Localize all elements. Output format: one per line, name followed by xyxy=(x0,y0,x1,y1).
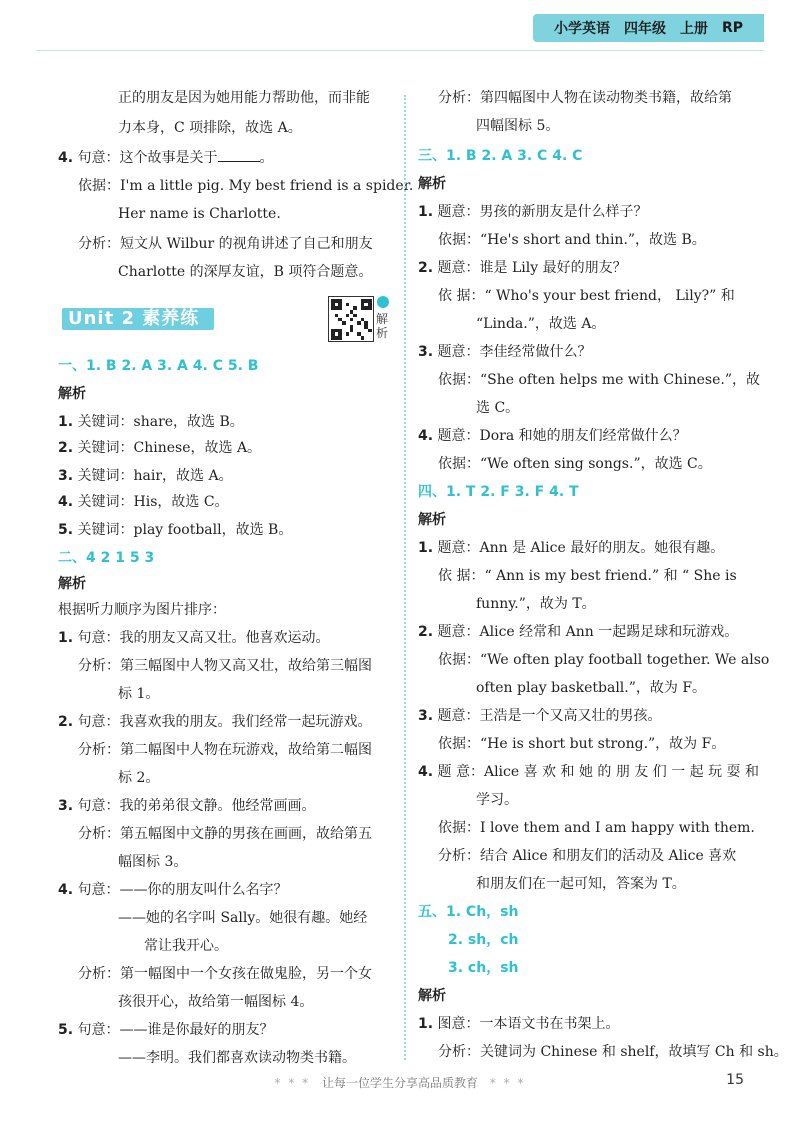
line-text: funny.”，故为 T。 xyxy=(476,596,596,612)
line-text: 依据：“She often helps me with Chinese.”，故 xyxy=(438,372,761,388)
line-text: 标 1。 xyxy=(118,686,160,702)
header-edition: RP xyxy=(721,20,743,36)
line-text: 句意：我的朋友又高又壮。他喜欢运动。 xyxy=(77,630,330,646)
item-number: 1. xyxy=(58,630,74,646)
text-line xyxy=(58,880,288,900)
item-number: 4. xyxy=(58,882,74,898)
text-line xyxy=(418,762,759,782)
text-line xyxy=(418,706,662,726)
text-line xyxy=(418,510,446,530)
section-heading: 解析 xyxy=(418,512,446,528)
text-line xyxy=(448,958,519,978)
line-text: 分析：结合 Alice 和朋友们的活动及 Alice 喜欢 xyxy=(438,848,737,864)
text-line xyxy=(78,656,372,676)
header xyxy=(533,14,764,42)
text-line xyxy=(448,930,519,950)
header-rule xyxy=(36,50,764,51)
answer-key: 3. ch，sh xyxy=(448,960,519,976)
line-text: 题意：男孩的新朋友是什么样子？ xyxy=(437,204,648,220)
line-text: 依据：“He is short but strong.”，故为 F。 xyxy=(438,736,726,752)
line-text: 题意：Dora 和她的朋友们经常做什么？ xyxy=(437,428,687,444)
line-text: 依据：“We often play football together. We also xyxy=(438,652,770,668)
text-line xyxy=(118,118,302,138)
item-number: 3. xyxy=(418,708,434,724)
text-line xyxy=(418,174,446,194)
line-text: 题意：Ann 是 Alice 最好的朋友。她很有趣。 xyxy=(437,540,725,556)
line-text: 孩很开心，故给第一幅图标 4。 xyxy=(118,994,314,1010)
line-text: 常让我开心。 xyxy=(144,938,228,954)
text-line xyxy=(58,148,274,168)
line-text: 题意：谁是 Lily 最好的朋友？ xyxy=(437,260,627,276)
line-text: 分析：第一幅图中一个女孩在做鬼脸，另一个女 xyxy=(78,966,372,982)
item-number: 5. xyxy=(58,1022,74,1038)
text-line xyxy=(58,438,261,458)
line-text: 句意：——你的朋友叫什么名字？ xyxy=(77,882,288,898)
line-text: 力本身，C 项排除，故选 A。 xyxy=(118,120,302,136)
text-line xyxy=(78,234,373,254)
line-tail: 。 xyxy=(259,150,274,166)
text-line xyxy=(418,342,592,362)
text-line xyxy=(58,466,233,486)
item-number: 3. xyxy=(418,344,434,360)
text-line xyxy=(476,594,596,614)
line-text: ——她的名字叫 Sally。她很有趣。她经 xyxy=(118,910,368,926)
item-number: 3. xyxy=(58,468,74,484)
text-line xyxy=(418,986,446,1006)
item-number: 2. xyxy=(58,714,74,730)
line-text: 四幅图标 5。 xyxy=(476,118,560,134)
line-text: 句意：——谁是你最好的朋友？ xyxy=(77,1022,274,1038)
line-text: Charlotte 的深厚友谊，B 项符合题意。 xyxy=(118,264,373,280)
line-text: 图意：一本语文书在书架上。 xyxy=(437,1016,620,1032)
line-text: 分析：第五幅图中文静的男孩在画画，故给第五 xyxy=(78,826,372,842)
header-subject: 小学英语 xyxy=(553,21,610,37)
footer-dots-left: * * * xyxy=(274,1076,311,1090)
footer-slogan: 让每一位学生分享高品质教育 xyxy=(321,1076,478,1090)
footer xyxy=(0,1074,800,1091)
line-text: 关键词：hair，故选 A。 xyxy=(77,468,233,484)
text-line xyxy=(418,426,687,446)
text-line xyxy=(438,566,737,586)
section-heading: 解析 xyxy=(418,176,446,192)
answer-key: 三、1. B 2. A 3. C 4. C xyxy=(418,148,583,164)
answer-key: 二、4 2 1 5 3 xyxy=(58,550,155,566)
line-text: 幅图标 3。 xyxy=(118,854,188,870)
line-text: 题 意：Alice 喜 欢 和 她 的 朋 友 们 一 起 玩 耍 和 xyxy=(437,764,760,780)
line-text: often play basketball.”，故为 F。 xyxy=(476,680,707,696)
text-line xyxy=(58,520,292,540)
line-text: 关键词：His，故选 C。 xyxy=(77,494,229,510)
line-text: 题意：王浩是一个又高又壮的男孩。 xyxy=(437,708,662,724)
column-divider xyxy=(404,95,406,1060)
page-number: 15 xyxy=(726,1072,744,1088)
line-text: ——李明。我们都喜欢读动物类书籍。 xyxy=(118,1050,356,1066)
text-line xyxy=(418,622,738,642)
text-line xyxy=(418,258,627,278)
line-text: “Linda.”，故选 A。 xyxy=(476,316,606,332)
text-line xyxy=(118,852,187,872)
text-line xyxy=(438,370,760,390)
text-line xyxy=(438,818,755,838)
line-text: 题意：李佳经常做什么？ xyxy=(437,344,592,360)
text-line xyxy=(78,176,413,196)
text-line xyxy=(118,992,313,1012)
text-line xyxy=(58,796,316,816)
item-number: 1. xyxy=(418,204,434,220)
text-line xyxy=(58,600,226,620)
line-text: 句意：这个故事是关于 xyxy=(77,150,218,166)
text-line xyxy=(58,356,258,376)
line-text: 句意：我的弟弟很文静。他经常画画。 xyxy=(77,798,316,814)
item-number: 1. xyxy=(418,1016,434,1032)
unit-title-banner xyxy=(62,300,214,355)
item-number: 4. xyxy=(418,764,434,780)
item-number: 4. xyxy=(418,428,434,444)
section-heading: 解析 xyxy=(58,386,86,402)
line-text: 根据听力顺序为图片排序： xyxy=(58,602,226,618)
text-line xyxy=(438,454,712,474)
play-icon xyxy=(377,296,389,308)
section-heading: 解析 xyxy=(58,576,86,592)
text-line xyxy=(58,548,154,568)
text-line xyxy=(438,846,736,866)
line-text: 依据：I'm a little pig. My best friend is a spider. xyxy=(78,178,414,194)
item-number: 4. xyxy=(58,494,74,510)
line-text: 选 C。 xyxy=(476,400,520,416)
text-line xyxy=(58,384,86,404)
text-line xyxy=(58,712,372,732)
text-line xyxy=(476,874,686,894)
text-line xyxy=(118,88,370,108)
line-text: 关键词：play football，故选 B。 xyxy=(77,522,293,538)
text-line xyxy=(438,286,735,306)
text-line xyxy=(58,412,244,432)
line-text: 关键词：Chinese，故选 A。 xyxy=(77,440,262,456)
text-line xyxy=(118,262,372,282)
text-line xyxy=(58,628,330,648)
section-heading: 解析 xyxy=(418,988,446,1004)
line-text: 标 2。 xyxy=(118,770,160,786)
answer-key: 四、1. T 2. F 3. F 4. T xyxy=(418,484,579,500)
line-text: 正的朋友是因为她用能力帮助他，而非能 xyxy=(118,90,370,106)
answer-key: 五、1. Ch，sh xyxy=(418,904,519,920)
fill-blank xyxy=(218,149,260,162)
text-line xyxy=(118,1048,356,1068)
text-line xyxy=(418,482,579,502)
text-line xyxy=(438,1042,788,1062)
header-term: 上册 xyxy=(679,21,708,37)
line-text: 依据：“He's short and thin.”，故选 B。 xyxy=(438,232,706,248)
header-pill xyxy=(533,14,764,42)
qr-code-icon[interactable] xyxy=(328,296,374,342)
line-text: 依据：I love them and I am happy with them. xyxy=(438,820,755,836)
text-line xyxy=(418,538,724,558)
text-line xyxy=(78,964,372,984)
line-text: 学习。 xyxy=(476,792,518,808)
text-line xyxy=(58,1020,274,1040)
line-text: 分析：第三幅图中人物又高又壮，故给第三幅图 xyxy=(78,658,372,674)
qr-label: 解析 xyxy=(376,312,389,340)
item-number: 4. xyxy=(58,150,74,166)
text-line xyxy=(476,398,519,418)
text-line xyxy=(418,1014,620,1034)
text-line xyxy=(476,790,518,810)
text-line xyxy=(118,204,281,224)
text-line xyxy=(144,936,228,956)
line-text: 依 据：“ Who's your best friend， Lily?” 和 xyxy=(438,288,735,304)
item-number: 3. xyxy=(58,798,74,814)
text-line xyxy=(438,230,706,250)
header-grade: 四年级 xyxy=(623,21,666,37)
text-line xyxy=(418,146,582,166)
text-line xyxy=(418,902,518,922)
line-text: 依 据：“ Ann is my best friend.” 和 “ She is xyxy=(438,568,737,584)
line-text: 依据：“We often sing songs.”，故选 C。 xyxy=(438,456,712,472)
item-number: 1. xyxy=(58,414,74,430)
text-line xyxy=(58,574,86,594)
line-text: 分析：第四幅图中人物在读动物类书籍，故给第 xyxy=(438,90,732,106)
item-number: 2. xyxy=(418,624,434,640)
unit-title: Unit 2 素养练习 xyxy=(68,308,200,355)
text-line xyxy=(476,116,559,136)
text-line xyxy=(438,650,769,670)
text-line xyxy=(78,824,372,844)
line-text: 关键词：share，故选 B。 xyxy=(77,414,244,430)
line-text: 分析：短文从 Wilbur 的视角讲述了自己和朋友 xyxy=(78,236,373,252)
item-number: 2. xyxy=(418,260,434,276)
line-text: Her name is Charlotte. xyxy=(118,206,281,222)
text-line xyxy=(438,734,725,754)
item-number: 2. xyxy=(58,440,74,456)
text-line xyxy=(476,678,706,698)
text-line xyxy=(438,88,732,108)
line-text: 分析：关键词为 Chinese 和 shelf，故填写 Ch 和 sh。 xyxy=(438,1044,788,1060)
text-line xyxy=(418,202,648,222)
text-line xyxy=(118,908,367,928)
answer-key: 一、1. B 2. A 3. A 4. C 5. B xyxy=(58,358,259,374)
line-text: 句意：我喜欢我的朋友。我们经常一起玩游戏。 xyxy=(77,714,372,730)
text-line xyxy=(118,768,159,788)
footer-dots-right: * * * xyxy=(489,1076,526,1090)
text-line xyxy=(58,492,229,512)
text-line xyxy=(476,314,605,334)
text-line xyxy=(118,684,159,704)
line-text: 分析：第二幅图中人物在玩游戏，故给第二幅图 xyxy=(78,742,372,758)
line-text: 题意：Alice 经常和 Ann 一起踢足球和玩游戏。 xyxy=(437,624,739,640)
item-number: 5. xyxy=(58,522,74,538)
text-line xyxy=(78,740,372,760)
item-number: 1. xyxy=(418,540,434,556)
answer-key: 2. sh，ch xyxy=(448,932,519,948)
line-text: 和朋友们在一起可知，答案为 T。 xyxy=(476,876,686,892)
